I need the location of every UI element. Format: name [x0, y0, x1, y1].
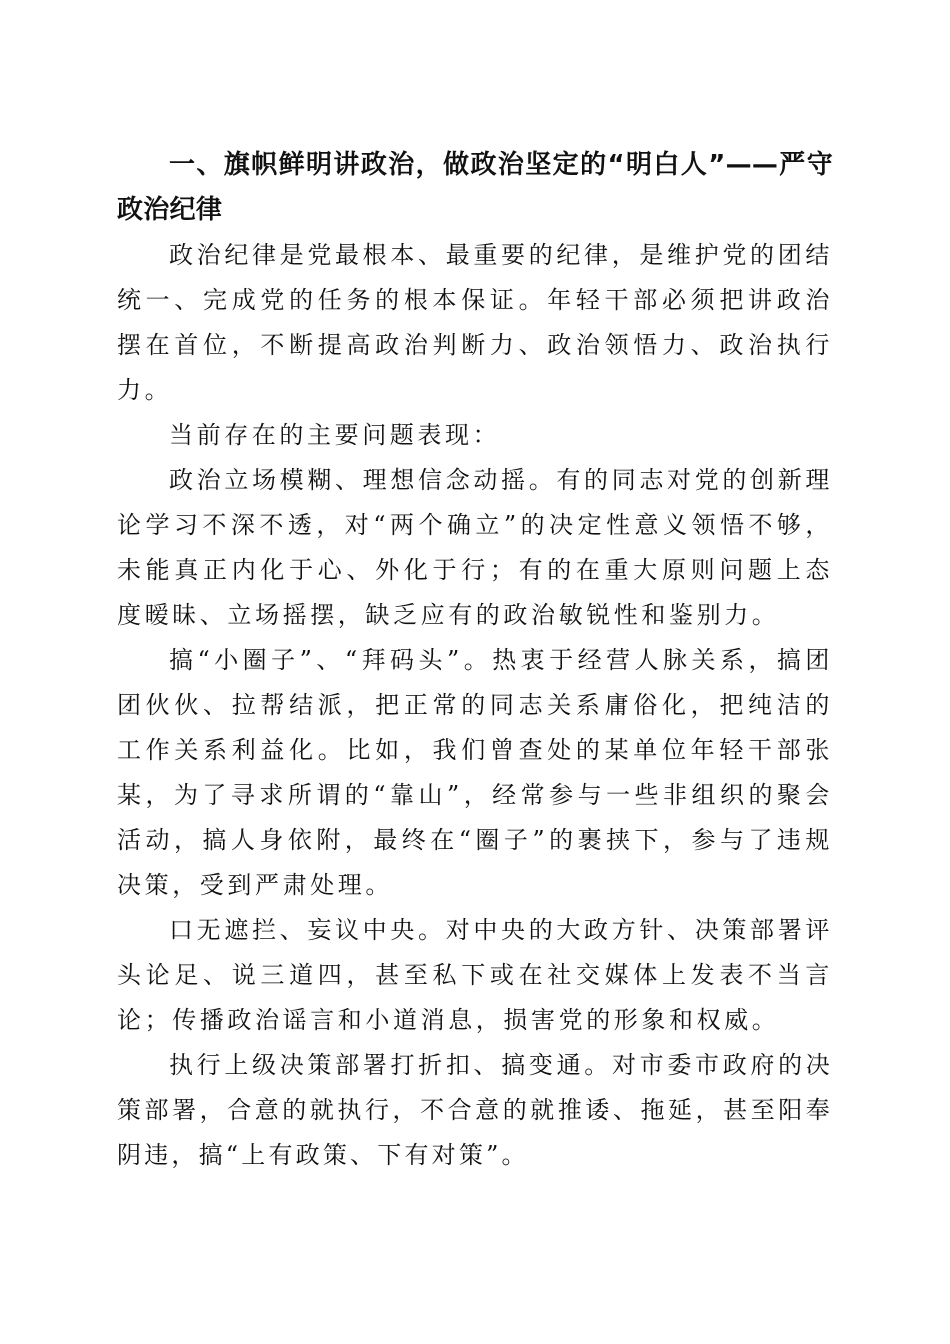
- document-page: [117, 143, 833, 1178]
- paragraph-improper-remarks: 口无遮拦、妄议中央。对中央的大政方针、决策部署评头论足、说三道四，甚至私下或在社交媒体上发表不当言论；传播政治谣言和小道消息，损害党的形象和权威。: [117, 916, 833, 1034]
- section-heading: 一、旗帜鲜明讲政治，做政治坚定的“明白人”——严守政治纪律: [117, 150, 833, 225]
- paragraph-policy-execution: 执行上级决策部署打折扣、搞变通。对市委市政府的决策部署，合意的就执行，不合意的就推诿、拖延，甚至阳奉阴违，搞“上有政策、下有对策”。: [117, 1051, 833, 1169]
- paragraph-political-stance: 政治立场模糊、理想信念动摇。有的同志对党的创新理论学习不深不透，对“两个确立”的决定性意义领悟不够，未能真正内化于心、外化于行；有的在重大原则问题上态度暧昧、立场摇摆，缺乏应有的政治敏锐性和鉴别力。: [117, 466, 833, 629]
- paragraph-problems-lead: 当前存在的主要问题表现：: [169, 421, 501, 449]
- paragraph-small-circles: 搞“小圈子”、“拜码头”。热衷于经营人脉关系，搞团团伙伙、拉帮结派，把正常的同志关系庸俗化，把纯洁的工作关系利益化。比如，我们曾查处的某单位年轻干部张某，为了寻求所谓的“靠山”，经常参与一些非组织的聚会活动，搞人身依附，最终在“圈子”的裹挟下，参与了违规决策，受到严肃处理。: [117, 646, 833, 899]
- paragraph-intro: 政治纪律是党最根本、最重要的纪律，是维护党的团结统一、完成党的任务的根本保证。年轻干部必须把讲政治摆在首位，不断提高政治判断力、政治领悟力、政治执行力。: [117, 241, 833, 404]
